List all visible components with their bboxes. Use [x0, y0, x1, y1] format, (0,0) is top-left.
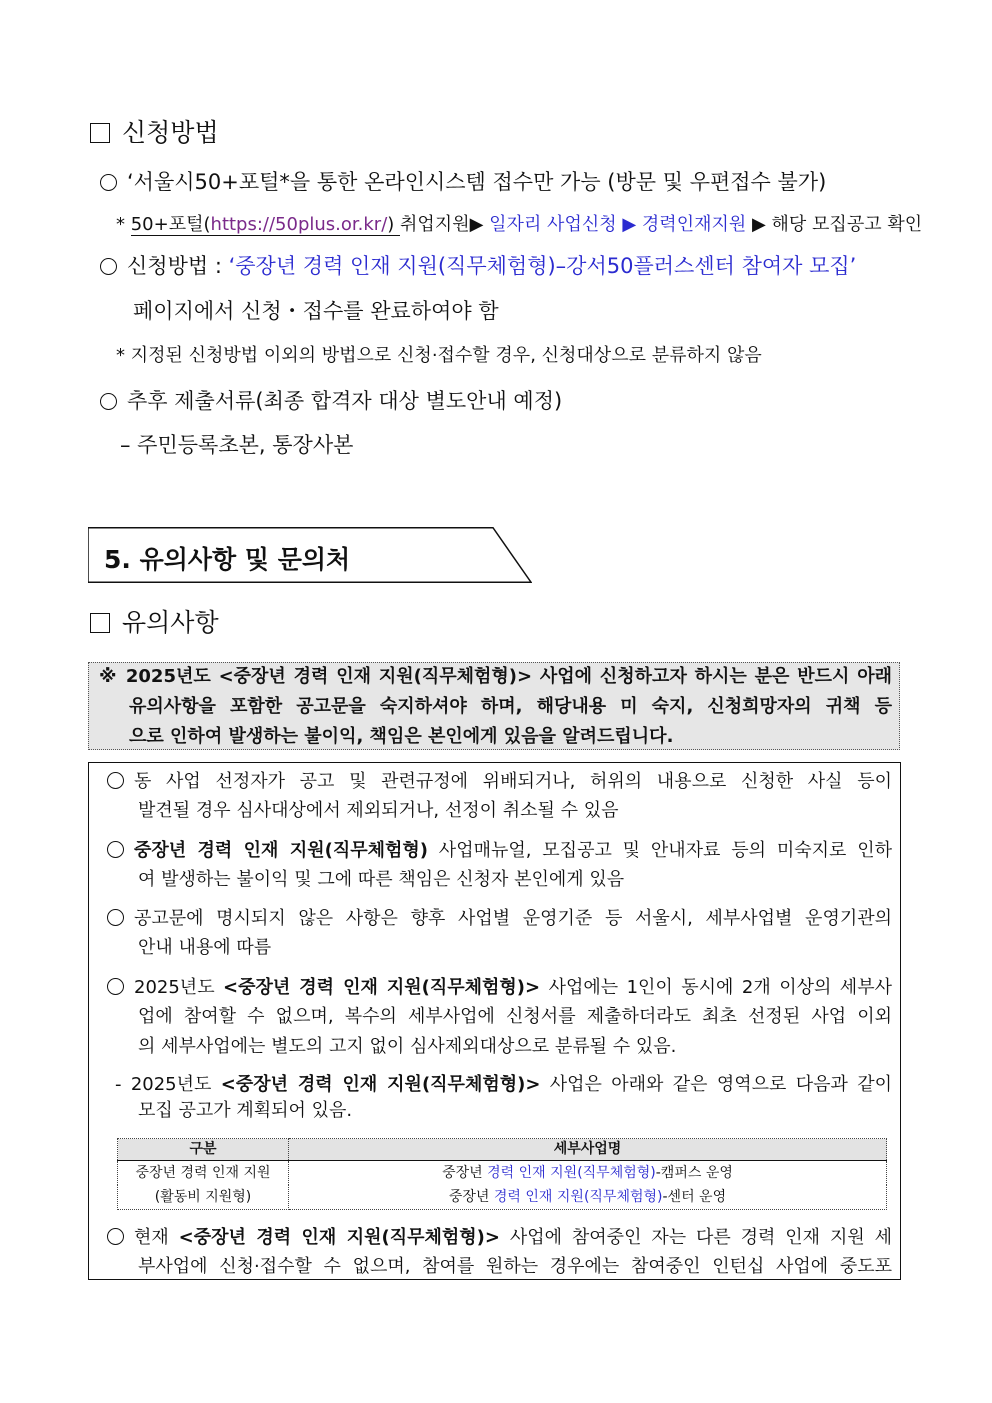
item-label: 신청방법 : — [127, 254, 222, 278]
item-text: ‘서울시50+포털*을 통한 온라인시스템 접수만 가능 (방문 및 우편접수 불가) — [127, 170, 827, 194]
program-name: <중장년 경력 인재 지원(직무체험형)> — [178, 1227, 500, 1248]
apply-page-name: ‘중장년 경력 인재 지원(직무체험형)–강서50플러스센터 참여자 모집’ — [228, 254, 857, 278]
method-item-3-sub: – 주민등록초본, 통장사본 — [120, 433, 354, 457]
note-sub-item — [115, 1076, 892, 1094]
note-item-2 — [107, 841, 892, 860]
program-name: 중장년 경력 인재 지원(직무체험형) — [134, 840, 428, 861]
checkbox-square-icon — [90, 123, 110, 143]
program-cell — [289, 1161, 887, 1186]
program-name: <중장년 경력 인재 지원(직무체험형)> — [223, 977, 541, 998]
section-5-banner — [88, 527, 532, 583]
method-item-2-cont: 페이지에서 신청・접수를 완료하여야 함 — [133, 299, 499, 323]
line-text: 사업매뉴얼, 모집공고 및 안내자료 등의 미숙지로 인하 — [427, 840, 892, 861]
method-item-1 — [100, 172, 826, 193]
cell-text: 중장년 — [442, 1165, 488, 1181]
line-text: 공고문에 명시되지 않은 사항은 향후 사업별 운영기준 등 서울시, 세부사업별 운영기관의 — [134, 908, 892, 929]
method-note-2: * 지정된 신청방법 이외의 방법으로 신청·접수할 경우, 신청대상으로 분류하지 않음 — [116, 345, 762, 366]
note-item-4-cont: 의 세부사업에는 별도의 고지 없이 심사제외대상으로 분류될 수 있음. — [138, 1036, 677, 1057]
cell-text: -센터 운영 — [662, 1189, 727, 1205]
heading-text: 신청방법 — [122, 118, 219, 147]
circle-bullet-icon — [107, 772, 124, 789]
note-star: * — [116, 214, 125, 235]
note-item-2-cont: 여 발생하는 불이익 및 그에 따른 책임은 신청자 본인에게 있음 — [138, 869, 625, 890]
step-check-notice: ▶ 해당 모집공고 확인 — [751, 214, 923, 235]
note-sub-item-cont: 모집 공고가 계획되어 있음. — [138, 1100, 353, 1121]
note-item-4 — [107, 978, 892, 997]
note-item-6 — [107, 1228, 892, 1247]
step-job-apply: 일자리 사업신청 ▶ — [489, 214, 637, 235]
program-cell — [289, 1185, 887, 1210]
line-text: 사업에 참여중인 자는 다른 경력 인재 지원 세 — [499, 1227, 892, 1248]
notice-box — [88, 662, 900, 750]
line-text: 사업은 아래와 같은 영역으로 다음과 같이 — [540, 1074, 892, 1095]
category-line: 중장년 경력 인재 지원 — [135, 1165, 271, 1181]
header-category: 구분 — [118, 1139, 289, 1161]
note-item-1-cont: 발견될 경우 심사대상에서 제외되거나, 선정이 취소될 수 있음 — [138, 800, 619, 821]
section-title: 5. 유의사항 및 문의처 — [104, 545, 351, 574]
category-line: (활동비 지원형) — [154, 1189, 252, 1205]
heading-text: 유의사항 — [122, 608, 219, 637]
circle-bullet-icon — [100, 393, 117, 410]
method-item-3 — [100, 391, 562, 412]
note-item-4-cont: 업에 참여할 수 없으며, 복수의 세부사업에 신청서를 제출하더라도 최초 선정된 사업 이외 — [138, 1006, 892, 1027]
step-career-talent: 경력인재지원 — [641, 214, 747, 235]
line-text: - 2025년도 — [115, 1074, 221, 1095]
cell-text: -캠퍼스 운영 — [655, 1165, 733, 1181]
line-text: 동 사업 선정자가 공고 및 관련규정에 위배되거나, 허위의 내용으로 신청한 사실 등이 — [134, 771, 892, 792]
portal-label: 50+포털( — [130, 214, 211, 235]
table-row — [118, 1161, 887, 1186]
method-item-2 — [100, 256, 856, 277]
line-text: 2025년도 — [134, 977, 224, 998]
line-text: 사업에는 1인이 동시에 2개 이상의 세부사 — [540, 977, 892, 998]
circle-bullet-icon — [107, 909, 124, 926]
notice-line: 유의사항을 포함한 공고문을 숙지하셔야 하며, 해당내용 미 숙지, 신청희망자의 귀책 등 — [129, 696, 892, 717]
circle-bullet-icon — [107, 1228, 124, 1245]
header-program-name: 세부사업명 — [289, 1139, 887, 1161]
notice-line: 으로 인하여 발생하는 불이익, 책임은 본인에게 있음을 알려드립니다. — [129, 726, 674, 747]
circle-bullet-icon — [100, 174, 117, 191]
step-employment: 취업지원▶ — [400, 214, 484, 235]
note-item-3-cont: 안내 내용에 따름 — [138, 937, 272, 958]
table-header-row — [118, 1139, 887, 1161]
sub-program-table — [117, 1138, 887, 1210]
category-cell — [118, 1161, 289, 1210]
section-heading-notes — [90, 610, 219, 635]
cell-text: 중장년 — [448, 1189, 494, 1205]
item-text: 추후 제출서류(최종 합격자 대상 별도안내 예정) — [127, 389, 563, 413]
portal-note — [116, 216, 922, 234]
program-name: <중장년 경력 인재 지원(직무체험형)> — [220, 1074, 541, 1095]
note-item-6-cont: 부사업에 신청·접수할 수 없으며, 참여를 원하는 경우에는 참여중인 인턴십 사업에 중도포 — [138, 1256, 892, 1277]
cell-text: 경력 인재 지원(직무체험형) — [493, 1189, 663, 1205]
circle-bullet-icon — [107, 841, 124, 858]
portal-link[interactable]: https://50plus.or.kr/ — [210, 214, 388, 235]
portal-close: ) — [387, 214, 395, 235]
section-heading-method — [90, 120, 219, 145]
note-item-1 — [107, 772, 892, 791]
checkbox-square-icon — [90, 613, 110, 633]
line-text: 현재 — [134, 1227, 179, 1248]
notice-line: ※ 2025년도 <중장년 경력 인재 지원(직무체험형)> 사업에 신청하고자 하시는 분은 반드시 아래 — [99, 666, 892, 687]
note-item-3 — [107, 909, 892, 928]
circle-bullet-icon — [107, 978, 124, 995]
cell-text: 경력 인재 지원(직무체험형) — [487, 1165, 656, 1181]
circle-bullet-icon — [100, 258, 117, 275]
